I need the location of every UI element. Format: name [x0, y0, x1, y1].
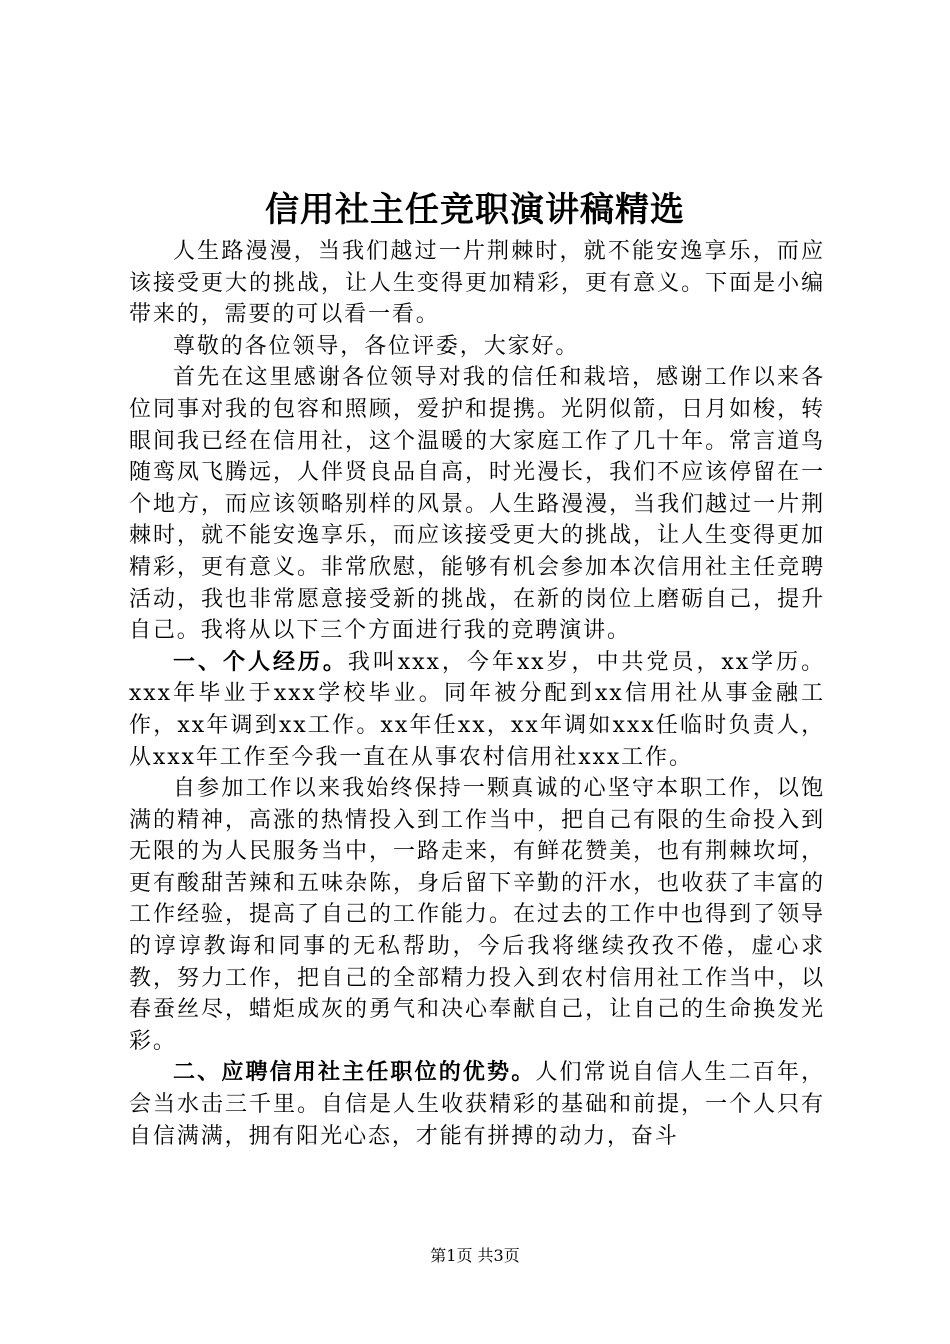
- paragraph-text: 自参加工作以来我始终保持一颗真诚的心坚守本职工作，以饱满的精神，高涨的热情投入到工作当中，把自己有限的生命投入到无限的为人民服务当中，一路走来，有鲜花赞美，也有荆棘坎坷，更有酸甜苦辣和五味杂陈，身后留下辛勤的汗水，也收获了丰富的工作经验，提高了自己的工作能力。在过去的工作中也得到了领导的谆谆教诲和同事的无私帮助，今后我将继续孜孜不倦，虚心求教，努力工作，把自己的全部精力投入到农村信用社工作当中，以春蚕丝尽，蜡炬成灰的勇气和决心奉献自己，让自己的生命换发光彩。: [129, 776, 825, 1054]
- paragraph: [129, 647, 825, 773]
- paragraph-text: 人生路漫漫，当我们越过一片荆棘时，就不能安逸享乐，而应该接受更大的挑战，让人生变得更加精彩，更有意义。下面是小编带来的，需要的可以看一看。: [129, 239, 825, 328]
- page-footer: 第1页 共3页: [430, 1246, 520, 1265]
- section-heading: 一、个人经历。: [173, 648, 348, 675]
- paragraph-text: 首先在这里感谢各位领导对我的信任和栽培，感谢工作以来各位同事对我的包容和照顾，爱护和提携。光阴似箭，日月如梭，转眼间我已经在信用社，这个温暖的大家庭工作了几十年。常言道鸟随鸾凤飞腾远，人伴贤良品自高，时光漫长，我们不应该停留在一个地方，而应该领略别样的风景。人生路漫漫，当我们越过一片荆棘时，就不能安逸享乐，而应该接受更大的挑战，让人生变得更加精彩，更有意义。非常欣慰，能够有机会参加本次信用社主任竞聘活动，我也非常愿意接受新的挑战，在新的岗位上磨砺自己，提升自己。我将从以下三个方面进行我的竞聘演讲。: [129, 365, 825, 644]
- paragraph: [129, 236, 825, 331]
- document-title: 信用社主任竞职演讲稿精选: [265, 190, 685, 230]
- paragraph: [129, 1057, 825, 1152]
- paragraph-text: 我叫xxx，今年xx岁，中共党员，xx学历。xxx年毕业于xxx学校毕业。同年被分配到xx信用社从事金融工作，xx年调到xx工作。xx年任xx，xx年调如xxx任临时负责人，从xxx年工作至今我一直在从事农村信用社xxx工作。: [129, 649, 825, 770]
- paragraph: [129, 362, 825, 646]
- paragraph: [129, 331, 825, 363]
- paragraph-text: 人们常说自信人生二百年，会当水击三千里。自信是人生收获精彩的基础和前提，一个人只有自信满满，拥有阳光心态，才能有拼搏的动力，奋斗: [129, 1060, 825, 1149]
- document-body: [129, 236, 825, 1152]
- section-heading: 二、应聘信用社主任职位的优势。: [173, 1059, 536, 1086]
- paragraph-text: 尊敬的各位领导，各位评委，大家好。: [173, 333, 580, 359]
- paragraph: [129, 773, 825, 1057]
